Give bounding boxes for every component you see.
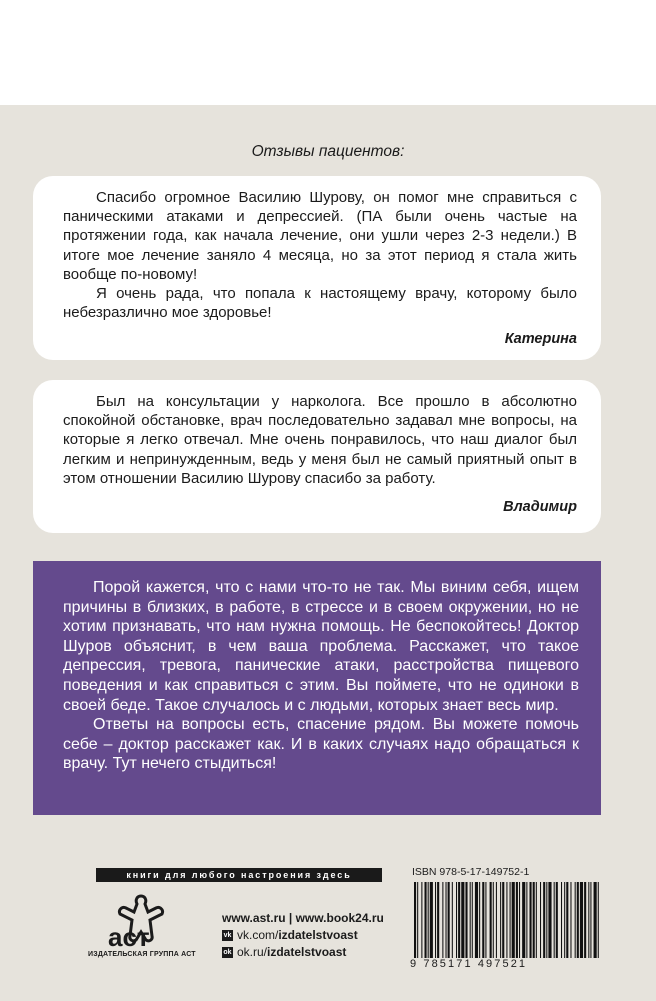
book-blurb-panel — [33, 561, 601, 815]
barcode-bar — [533, 882, 535, 958]
barcode-bar — [530, 882, 532, 958]
barcode-bar — [526, 882, 527, 958]
barcode-bar — [546, 882, 547, 958]
barcode-bar — [564, 882, 565, 958]
barcode-bar — [577, 882, 579, 958]
barcode-bar — [479, 882, 480, 958]
review-1-paragraph-1: Спасибо огромное Василию Шурову, он помог мне справиться с паническими атаками и депрессией. (ПА были очень частые на протяжении года, как начала лечение, они ушли через 2-3 недели.) В итоге мое лечение заняло 4 месяца, но за этот период я стала жить вообще по-новому! — [63, 189, 577, 283]
barcode-bar — [414, 882, 416, 958]
barcode-bar — [594, 882, 597, 958]
barcode-bar — [516, 882, 518, 958]
barcode-bar — [590, 882, 591, 958]
barcode-bar — [519, 882, 520, 958]
barcode-bar — [598, 882, 599, 958]
barcode-bar — [442, 882, 443, 958]
barcode-bar — [522, 882, 525, 958]
barcode-bar — [485, 882, 486, 958]
ast-logo-text: аст — [108, 922, 150, 950]
barcode-bar — [500, 882, 501, 958]
publisher-websites: www.ast.ru | www.book24.ru — [222, 911, 384, 925]
review-2-author: Владимир — [503, 499, 577, 516]
barcode-bar — [536, 882, 537, 958]
slogan-banner: книги для любого настроения здесь — [96, 868, 382, 882]
barcode-bar — [510, 882, 511, 958]
barcode-bar — [446, 882, 447, 958]
barcode-bar — [430, 882, 433, 958]
review-2-paragraph-1: Был на консультации у нарколога. Все прошло в абсолютно спокойной обстановке, врач последовательно задавал мне вопросы, на которые я легко отвечал. Мне очень понравилось, что наш диалог был легким и непринужденным, ведь у меня был не самый приятный опыт в этом отношении Василию Шурову спасибо за работу. — [63, 393, 577, 487]
vk-link: vk vk.com/izdatelstvoast — [223, 928, 358, 942]
barcode-bar — [556, 882, 558, 958]
barcode-bar — [502, 882, 504, 958]
barcode-digits: 9 785171 497521 — [410, 958, 528, 970]
review-card-1 — [33, 176, 601, 360]
barcode-bar — [456, 882, 457, 958]
barcode-bar — [428, 882, 429, 958]
barcode-bar — [493, 882, 494, 958]
barcode-bar — [417, 882, 418, 958]
barcode — [410, 882, 603, 964]
ast-logo — [104, 892, 178, 950]
top-blank-band — [0, 0, 656, 105]
barcode-bar — [588, 882, 589, 958]
review-1-author: Катерина — [504, 331, 577, 348]
barcode-bar — [554, 882, 555, 958]
barcode-bar — [570, 882, 571, 958]
ok-icon: ok — [223, 948, 232, 956]
publisher-caption: ИЗДАТЕЛЬСКАЯ ГРУППА АСТ — [88, 951, 196, 958]
barcode-bar — [421, 882, 422, 958]
barcode-bar — [452, 882, 453, 958]
barcode-bar — [506, 882, 507, 958]
barcode-bar — [482, 882, 484, 958]
barcode-bar — [512, 882, 515, 958]
barcode-bar — [437, 882, 439, 958]
blurb-paragraph-1: Порой кажется, что с нами что-то не так. Мы виним себя, ищем причины в близких, в работе, в стрессе и в своем окружении, но не хотим признавать, что нам нужна помощь. Не беспокойтесь! Доктор Шуров объяснит, в чем ваша проблема. Расскажет, что такое депрессия, тревога, панические атаки, расстройства пищевого поведения и как справиться с этим. Вы поймете, что не одиноки в своей беде. Такое случалось и с людьми, которых знает весь мир. — [63, 579, 579, 714]
review-card-2 — [33, 380, 601, 533]
barcode-bar — [470, 882, 471, 958]
barcode-bar — [461, 882, 464, 958]
blurb-paragraph-2: Ответы на вопросы есть, спасение рядом. Вы можете помочь себе – доктор расскажет как. И в каких случаях надо обращаться к врачу. Тут нечего стыдиться! — [63, 716, 579, 773]
barcode-bar — [584, 882, 586, 958]
barcode-bar — [496, 882, 497, 958]
barcode-bar — [561, 882, 562, 958]
barcode-bar — [448, 882, 450, 958]
barcode-bar — [425, 882, 427, 958]
barcode-bar — [465, 882, 467, 958]
barcode-bar — [458, 882, 460, 958]
isbn-number: ISBN 978-5-17-149752-1 — [412, 866, 530, 878]
vk-icon: vk — [223, 931, 232, 939]
barcode-bar — [575, 882, 576, 958]
barcode-bar — [475, 882, 478, 958]
barcode-bar — [580, 882, 583, 958]
ok-link: ok ok.ru/izdatelstvoast — [223, 945, 347, 959]
barcode-bar — [472, 882, 473, 958]
barcode-bar — [548, 882, 551, 958]
barcode-bar — [435, 882, 436, 958]
barcode-bar — [490, 882, 492, 958]
barcode-bar — [540, 882, 541, 958]
review-1-paragraph-2: Я очень рада, что попала к настоящему врачу, которому было небезразлично мое здоровье! — [63, 285, 577, 322]
barcode-bar — [566, 882, 568, 958]
reviews-heading: Отзывы пациентов: — [251, 143, 405, 160]
barcode-bar — [543, 882, 545, 958]
